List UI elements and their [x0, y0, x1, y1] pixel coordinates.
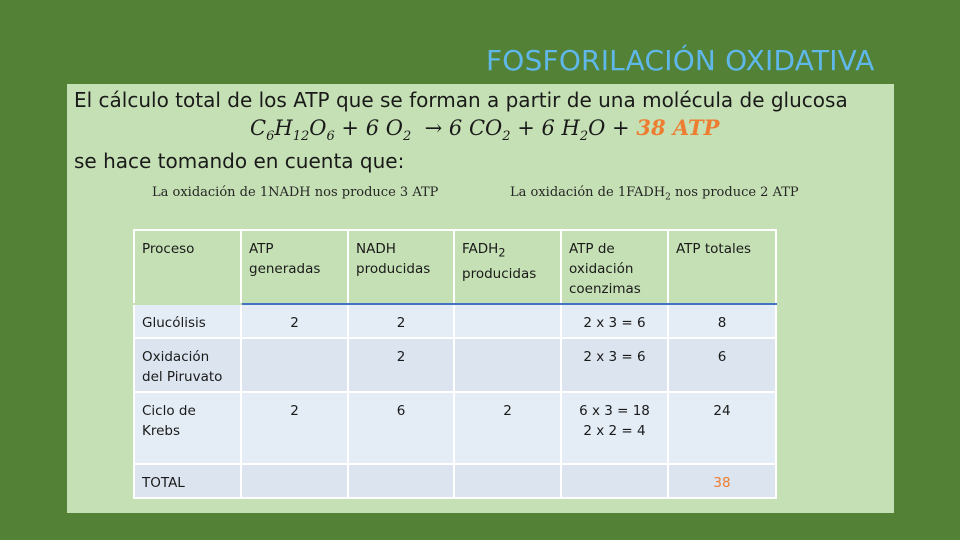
cell-atp-oxidacion: 6 x 3 = 18 2 x 2 = 4 [561, 392, 668, 464]
table-row [134, 392, 776, 464]
glucose-equation: $C_6H_{12}O_6 + 6$ $O_2 \to 6$ $CO_2 + 6$ $H_2O + 38$ ATP [250, 115, 720, 145]
atp-table [133, 229, 777, 499]
header-atp-oxidacion: ATP de oxidación coenzimas [561, 230, 668, 304]
header-atp-totales: ATP totales [668, 230, 776, 304]
cell-atp-oxidacion [561, 464, 668, 498]
cell-proceso: Ciclo de Krebs [134, 392, 241, 464]
header-fadh: $FADH_2$ producidas [454, 230, 561, 304]
nadh-note: La oxidación de 1NADH nos produce 3 ATP [152, 185, 439, 200]
cell-nadh: 2 [348, 338, 454, 392]
cell-nadh: 2 [348, 304, 454, 338]
cell-proceso: TOTAL [134, 464, 241, 498]
intro-text: El cálculo total de los ATP que se forman a partir de una molécula de glucosa [74, 88, 848, 112]
cell-atp-generadas [241, 338, 348, 392]
cell-fadh: 2 [454, 392, 561, 464]
equation-atp: 38 ATP [636, 115, 720, 140]
cell-atp-oxidacion: 2 x 3 = 6 [561, 304, 668, 338]
cell-proceso: Oxidación del Piruvato [134, 338, 241, 392]
cell-atp-generadas [241, 464, 348, 498]
cell-nadh: 6 [348, 392, 454, 464]
fadh-note: La oxidación de $1FADH_2$ nos produce 2 ATP [510, 185, 799, 203]
table-row [134, 338, 776, 392]
cell-fadh [454, 464, 561, 498]
table-row [134, 304, 776, 338]
intro-text-2: se hace tomando en cuenta que: [74, 149, 405, 173]
table-row-total [134, 464, 776, 498]
cell-atp-generadas: 2 [241, 304, 348, 338]
cell-atp-totales: 8 [668, 304, 776, 338]
header-proceso: Proceso [134, 230, 241, 304]
cell-atp-totales: 24 [668, 392, 776, 464]
header-atp-generadas: ATP generadas [241, 230, 348, 304]
cell-atp-generadas: 2 [241, 392, 348, 464]
cell-atp-totales: 38 [668, 464, 776, 498]
cell-atp-oxidacion: 2 x 3 = 6 [561, 338, 668, 392]
cell-nadh [348, 464, 454, 498]
cell-proceso: Glucólisis [134, 304, 241, 338]
slide-title: FOSFORILACIÓN OXIDATIVA [486, 44, 875, 77]
table-header-row [134, 230, 776, 304]
cell-fadh [454, 338, 561, 392]
cell-fadh [454, 304, 561, 338]
cell-atp-totales: 6 [668, 338, 776, 392]
header-nadh: NADH producidas [348, 230, 454, 304]
